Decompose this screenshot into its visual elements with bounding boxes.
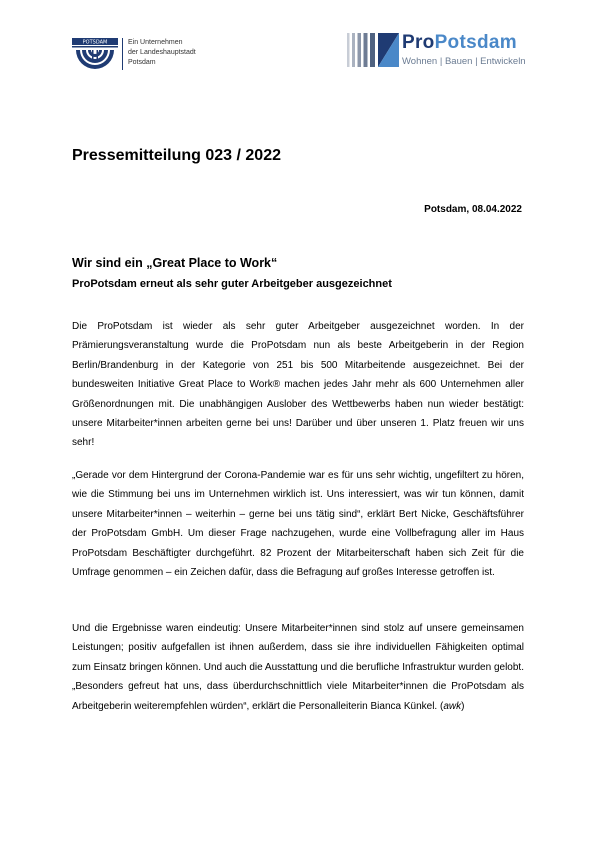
propotsdam-wordmark (402, 32, 517, 54)
propotsdam-logo (347, 33, 547, 73)
place-date: Potsdam, 08.04.2022 (424, 204, 522, 215)
subheadline: ProPotsdam erneut als sehr guter Arbeitgeber ausgezeichnet (72, 278, 392, 290)
potsdam-emblem-icon (72, 38, 118, 72)
closing-paren: ) (461, 700, 465, 712)
press-release-title: Pressemitteilung 023 / 2022 (72, 147, 281, 164)
potsdam-logo-line-3: Potsdam (128, 59, 156, 66)
propotsdam-tagline: Wohnen | Bauen | Entwickeln (402, 56, 526, 67)
propotsdam-bars-icon (347, 33, 399, 67)
author-credit: awk (443, 700, 462, 712)
potsdam-logo-divider (122, 38, 123, 70)
potsdam-logo-line-1: Ein Unternehmen (128, 39, 183, 46)
headline: Wir sind ein „Great Place to Work“ (72, 256, 278, 270)
potsdam-emblem-text: POTSDAM (82, 39, 108, 46)
body-paragraph-1: Die ProPotsdam ist wieder als sehr guter Arbeitgeber ausgezeichnet worden. In der Prämierungsveranstaltung wurde die ProPotsdam nun als beste Arbeitgeberin in der Region Berlin/Brandenburg in der Kategorie von 251 bis 500 Mitarbeitende ausgezeichnet. Bei der bundesweiten Initiative Great Place to Work® machen jedes Jahr mehr als 600 Unternehmen aller Größenordnungen mit. Die unabhängigen Auslober des Wettbewerbs haben nun wieder bestätigt: unsere Mitarbeiter*innen arbeiten gerne bei uns! Darüber und über unseren 1. Platz freuen wir uns sehr! (72, 321, 524, 449)
propotsdam-wordmark-potsdam: Potsdam (434, 32, 517, 53)
body-paragraph-3-text: Und die Ergebnisse waren eindeutig: Unsere Mitarbeiter*innen sind stolz auf unsere gemeinsamen Leistungen; positiv aufgefallen ist ihnen außerdem, dass sie ihre individuellen Fähigkeiten optimal zum Einsatz bringen können. Und auch die Ausstattung und die berufliche Infrastruktur wurden gelobt. „Besonders gefreut hat uns, dass überdurchschnittlich viele Mitarbeiter*innen die ProPotsdam als Arbeitgeberin weiterempfehlen würden“, erklärt die Personalleiterin Bianca Künkel. ( (72, 623, 524, 712)
potsdam-logo-text (128, 38, 196, 68)
potsdam-city-logo (72, 38, 212, 74)
potsdam-logo-line-2: der Landeshauptstadt (128, 49, 196, 56)
body-paragraph-2: „Gerade vor dem Hintergrund der Corona-Pandemie war es für uns sehr wichtig, ungefiltert zu hören, wie die Stimmung bei uns im Unternehmen wirklich ist. Uns interessiert, was wir tun können, damit unsere Mitarbeiter*innen – weiterhin – gerne bei uns tätig sind“, erklärt Bert Nicke, Geschäftsführer der ProPotsdam GmbH. Um dieser Frage nachzugehen, wurde eine Vollbefragung aller im Haus ProPotsdam Beschäftigter durchgeführt. 82 Prozent der Mitarbeiterschaft haben sich Zeit für die Umfrage genommen – ein Zeichen dafür, dass die Befragung auf großes Interesse getroffen ist. (72, 470, 524, 579)
body-paragraph-3 (72, 619, 524, 716)
propotsdam-wordmark-pro: Pro (402, 32, 435, 53)
